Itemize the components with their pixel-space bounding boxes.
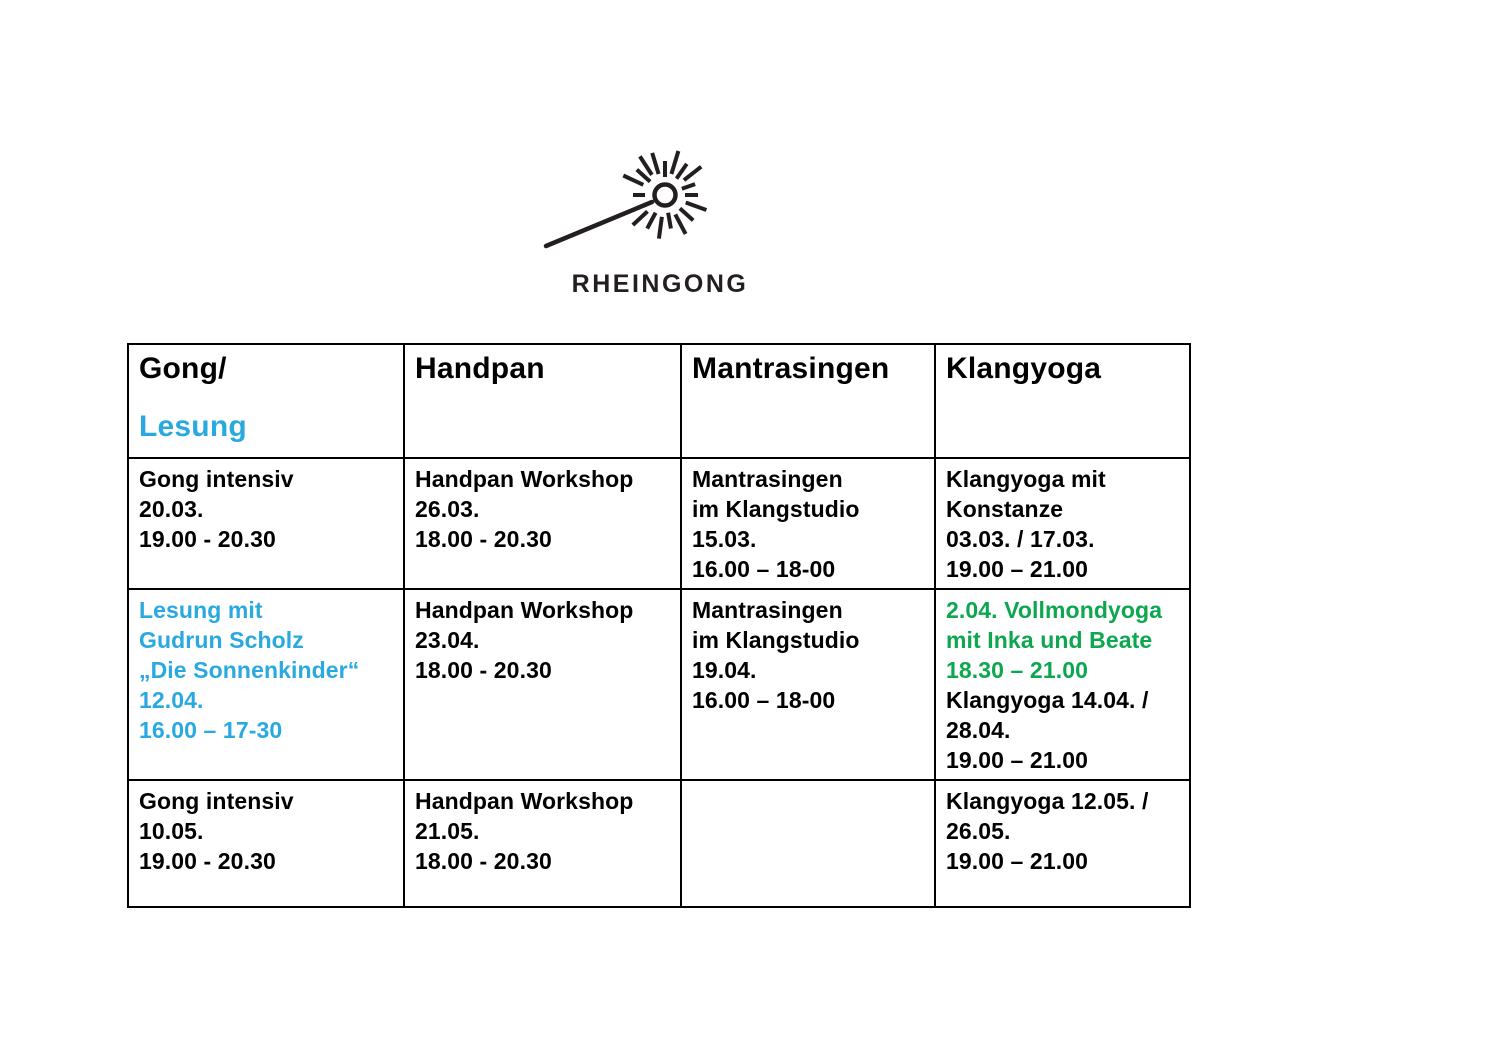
text-line: 28.04.: [946, 717, 1011, 743]
text-line: 26.05.: [946, 818, 1011, 844]
text-line: 21.05.: [415, 818, 480, 844]
cell-klangyoga-april: [935, 589, 1190, 780]
text-line: „Die Sonnenkinder“: [139, 657, 360, 683]
text-line: 16.00 – 18-00: [692, 687, 836, 713]
text-line: 19.00 - 20.30: [139, 526, 276, 552]
text-line: Klangyoga 14.04. /: [946, 687, 1149, 713]
text-line: Handpan Workshop: [415, 597, 634, 623]
text-line: Gong intensiv: [139, 466, 294, 492]
header-mantrasingen-label: Mantrasingen: [692, 352, 890, 385]
text-line: 15.03.: [692, 526, 757, 552]
text-line: Klangyoga 12.05. /: [946, 788, 1149, 814]
text-line: 03.03. / 17.03.: [946, 526, 1095, 552]
text-line: 16.00 – 18-00: [692, 556, 836, 582]
rheingong-logo: [500, 118, 800, 323]
text-line: 23.04.: [415, 627, 480, 653]
text-line: 16.00 – 17-30: [139, 717, 283, 743]
text-line: Gudrun Scholz: [139, 627, 304, 653]
text-line: 19.00 - 20.30: [139, 848, 276, 874]
gong-mallet-starburst-icon: [500, 118, 800, 323]
text-line: Mantrasingen: [692, 597, 843, 623]
cell-mantrasingen-may-empty: [681, 780, 935, 907]
text-line: 19.00 – 21.00: [946, 848, 1088, 874]
text-line: 19.04.: [692, 657, 757, 683]
text-line: Handpan Workshop: [415, 788, 634, 814]
text-line: Gong intensiv: [139, 788, 294, 814]
header-klangyoga-label: Klangyoga: [946, 352, 1102, 385]
column-header-handpan: [404, 344, 681, 458]
text-line: 12.04.: [139, 687, 204, 713]
text-line: im Klangstudio: [692, 496, 860, 522]
text-line: Lesung mit: [139, 597, 263, 623]
text-line: 18.30 – 21.00: [946, 657, 1088, 683]
text-line: 18.00 - 20.30: [415, 848, 552, 874]
cell-gong-may: [128, 780, 404, 907]
cell-mantrasingen-april: [681, 589, 935, 780]
text-line: Klangyoga mit: [946, 466, 1106, 492]
cell-klangyoga-march: [935, 458, 1190, 589]
text-line: 20.03.: [139, 496, 204, 522]
table-header-row: [128, 344, 1190, 458]
cell-mantrasingen-march: [681, 458, 935, 589]
cell-handpan-march: [404, 458, 681, 589]
text-line: 10.05.: [139, 818, 204, 844]
text-line: 26.03.: [415, 496, 480, 522]
header-handpan-label: Handpan: [415, 352, 545, 385]
text-line: 19.00 – 21.00: [946, 556, 1088, 582]
header-lesung-label: Lesung: [139, 410, 247, 443]
text-line: 19.00 – 21.00: [946, 747, 1088, 773]
logo-brand-text: RHEINGONG: [571, 270, 749, 298]
text-line: mit Inka und Beate: [946, 627, 1153, 653]
column-header-gong-lesung: [128, 344, 404, 458]
column-header-klangyoga: [935, 344, 1190, 458]
text-line: 18.00 - 20.30: [415, 657, 552, 683]
cell-lesung-april: [128, 589, 404, 780]
header-gong-label: Gong/: [139, 352, 227, 385]
text-line: Handpan Workshop: [415, 466, 634, 492]
cell-gong-march: [128, 458, 404, 589]
column-header-mantrasingen: [681, 344, 935, 458]
text-line: 18.00 - 20.30: [415, 526, 552, 552]
text-line: Mantrasingen: [692, 466, 843, 492]
text-line: 2.04. Vollmondyoga: [946, 597, 1163, 623]
table-row: [128, 780, 1190, 907]
table-row: [128, 589, 1190, 780]
text-line: Konstanze: [946, 496, 1064, 522]
schedule-table: [127, 343, 1191, 908]
table-row: [128, 458, 1190, 589]
text-line: im Klangstudio: [692, 627, 860, 653]
cell-klangyoga-may: [935, 780, 1190, 907]
cell-handpan-april: [404, 589, 681, 780]
cell-handpan-may: [404, 780, 681, 907]
